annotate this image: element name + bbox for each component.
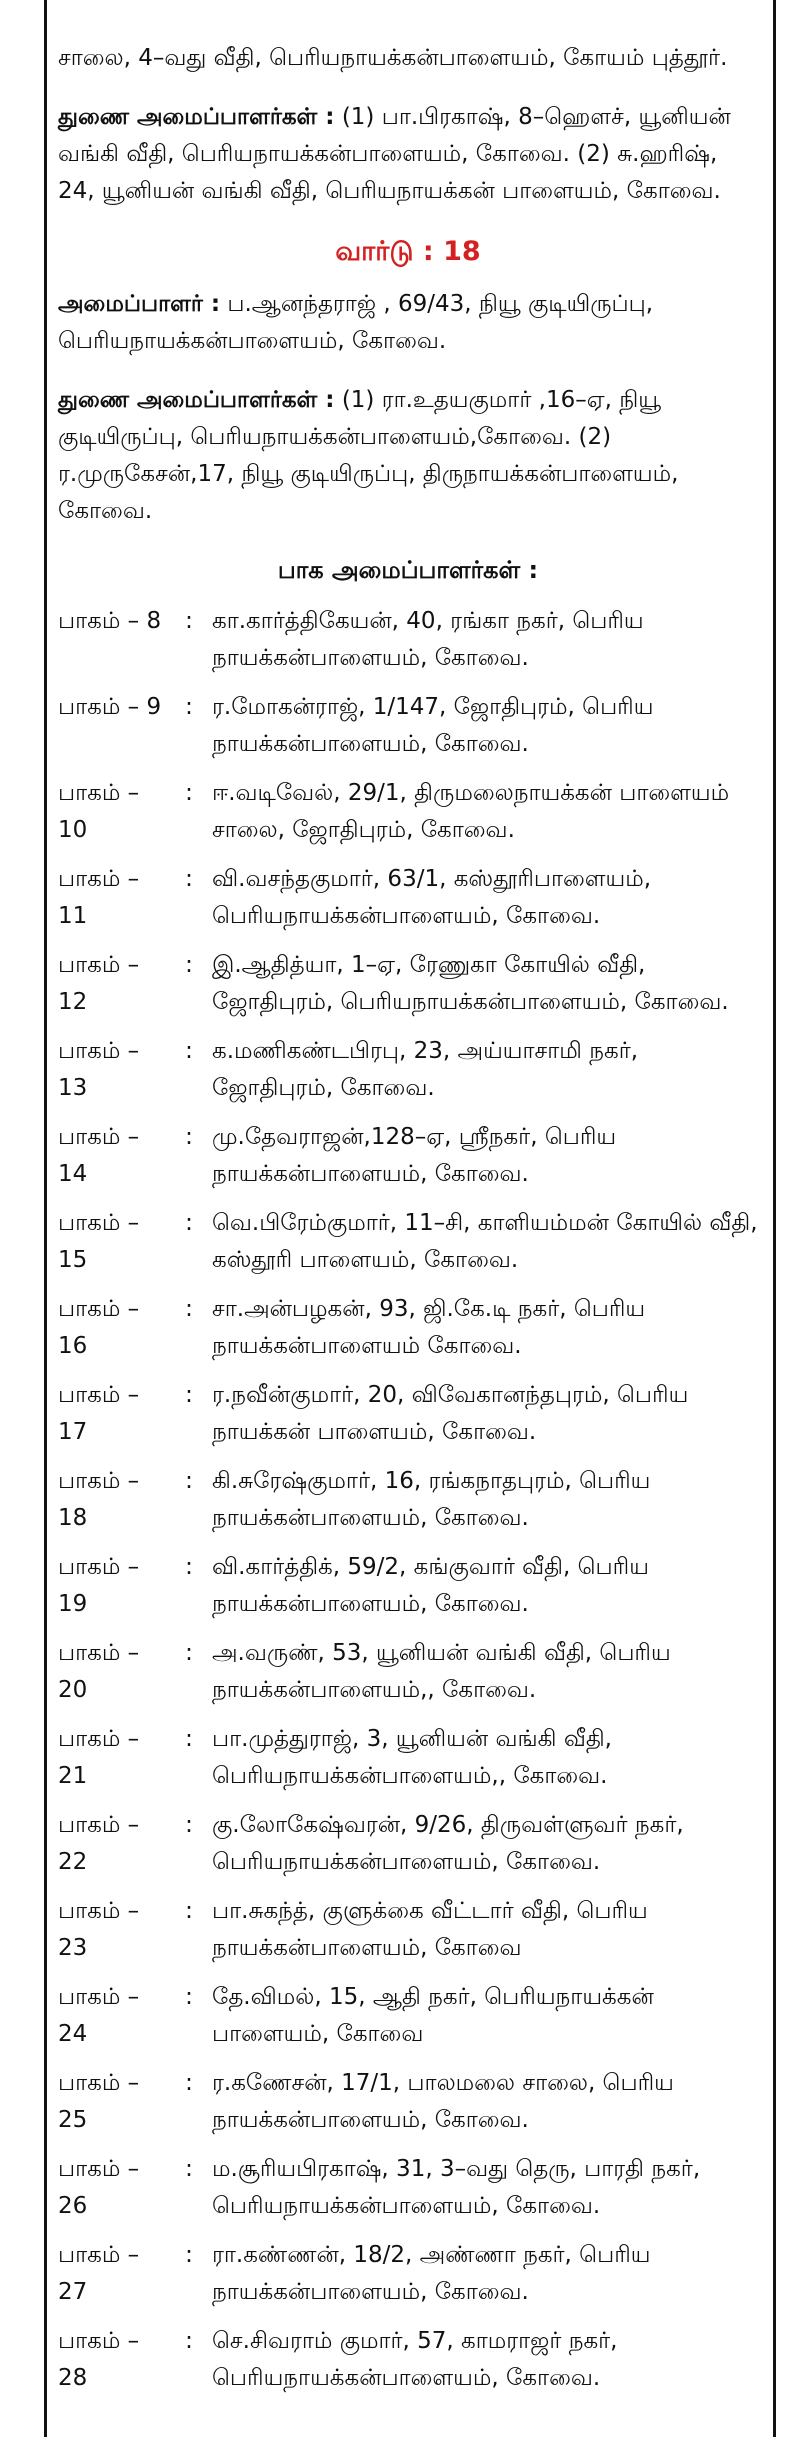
booth-organizer-text: பா.சுகந்த், குளுக்கை வீட்டார் வீதி, பெரிய நாயக்கன்பாளையம், கோவை xyxy=(212,1898,648,1961)
booth-organizer-text: வி.கார்த்திக், 59/2, கங்குவார் வீதி, பெரிய நாயக்கன்பாளையம், கோவை. xyxy=(212,1554,649,1617)
colon-separator: : xyxy=(185,2070,193,2096)
deputy-text-1: (1) பா.பிரகாஷ், 8–ஹௌச், யூனியன் வங்கி வீதி, பெரியநாயக்கன்பாளையம், கோவை. (2) சு.ஹரிஷ், 24, யூனியன் வங்கி வீதி, பெரியநாயக்கன் பாளையம், கோவை. xyxy=(58,104,731,204)
booth-label: பாகம் – 12 xyxy=(58,952,140,1015)
list-item xyxy=(58,2151,758,2225)
list-item xyxy=(58,1635,758,1709)
booth-organizer-text: மு.தேவராஜன்,128–ஏ, ஸ்ரீநகர், பெரிய நாயக்கன்பாளையம், கோவை. xyxy=(212,1124,617,1187)
booth-label: பாகம் – 27 xyxy=(58,2242,140,2305)
booth-organizer-text: வெ.பிரேம்குமார், 11–சி, காளியம்மன் கோயில் வீதி, கஸ்தூரி பாளையம், கோவை. xyxy=(212,1210,758,1273)
colon-separator: : xyxy=(185,1898,193,1924)
colon-separator: : xyxy=(185,2156,193,2182)
list-item xyxy=(58,1033,758,1107)
colon-separator: : xyxy=(185,1210,193,1236)
booth-organizer-text: தே.விமல், 15, ஆதி நகர், பெரியநாயக்கன் பாளையம், கோவை xyxy=(212,1984,654,2047)
deputy-organizers-paragraph-2 xyxy=(58,382,758,530)
colon-separator: : xyxy=(185,608,193,634)
booth-label: பாகம் – 26 xyxy=(58,2156,140,2219)
booth-label: பாகம் – 21 xyxy=(58,1726,140,1789)
booth-label: பாகம் – 20 xyxy=(58,1640,140,1703)
booth-label: பாகம் – 14 xyxy=(58,1124,140,1187)
list-item xyxy=(58,947,758,1021)
list-item xyxy=(58,1721,758,1795)
booth-organizer-text: அ.வருண், 53, யூனியன் வங்கி வீதி, பெரிய நாயக்கன்பாளையம்,, கோவை. xyxy=(212,1640,671,1703)
list-item xyxy=(58,1807,758,1881)
colon-separator: : xyxy=(185,1382,193,1408)
article-body xyxy=(58,40,758,2409)
deputy-label-1: துணை அமைப்பாளர்கள் : xyxy=(58,104,335,130)
organizer-paragraph xyxy=(58,286,758,360)
organizer-label: அமைப்பாளர் : xyxy=(58,291,221,317)
booth-label: பாகம் – 13 xyxy=(58,1038,140,1101)
list-item xyxy=(58,1893,758,1967)
booth-label: பாகம் – 22 xyxy=(58,1812,140,1875)
booth-label: பாகம் – 25 xyxy=(58,2070,140,2133)
booth-organizer-text: ஈ.வடிவேல், 29/1, திருமலைநாயக்கன் பாளையம் சாலை, ஜோதிபுரம், கோவை. xyxy=(212,780,730,843)
booth-label: பாகம் – 10 xyxy=(58,780,140,843)
section-title: பாக அமைப்பாளர்கள் : xyxy=(277,556,539,584)
booth-organizer-text: கு.லோகேஷ்வரன், 9/26, திருவள்ளுவர் நகர், பெரியநாயக்கன்பாளையம், கோவை. xyxy=(212,1812,684,1875)
booth-organizer-list xyxy=(58,603,758,2397)
booth-organizer-text: பா.முத்துராஜ், 3, யூனியன் வங்கி வீதி, பெரியநாயக்கன்பாளையம்,, கோவை. xyxy=(212,1726,612,1789)
booth-label: பாகம் – 16 xyxy=(58,1296,140,1359)
booth-organizer-text: செ.சிவராம் குமார், 57, காமராஜர் நகர், பெரியநாயக்கன்பாளையம், கோவை. xyxy=(212,2328,618,2391)
colon-separator: : xyxy=(185,1296,193,1322)
booth-label: பாகம் – 15 xyxy=(58,1210,140,1273)
organizer-text: ப.ஆனந்தராஜ் , 69/43, நியூ குடியிருப்பு, பெரியநாயக்கன்பாளையம், கோவை. xyxy=(58,291,654,354)
deputy-organizers-paragraph-1 xyxy=(58,99,758,210)
booth-organizer-text: ர.மோகன்ராஜ், 1/147, ஜோதிபுரம், பெரிய நாயக்கன்பாளையம், கோவை. xyxy=(212,694,654,757)
booth-organizer-text: ர.கணேசன், 17/1, பாலமலை சாலை, பெரிய நாயக்கன்பாளையம், கோவை. xyxy=(212,2070,674,2133)
list-item xyxy=(58,1549,758,1623)
booth-organizer-text: ர.நவீன்குமார், 20, விவேகானந்தபுரம், பெரிய நாயக்கன் பாளையம், கோவை. xyxy=(212,1382,689,1445)
booth-organizer-text: க.மணிகண்டபிரபு, 23, அய்யாசாமி நகர், ஜோதிபுரம், கோவை. xyxy=(212,1038,639,1101)
booth-label: பாகம் – 8 xyxy=(58,608,162,634)
booth-label: பாகம் – 17 xyxy=(58,1382,140,1445)
booth-organizer-text: இ.ஆதித்யா, 1–ஏ, ரேணுகா கோயில் வீதி, ஜோதிபுரம், பெரியநாயக்கன்பாளையம், கோவை. xyxy=(212,952,729,1015)
list-item xyxy=(58,775,758,849)
booth-label: பாகம் – 24 xyxy=(58,1984,140,2047)
list-item xyxy=(58,1205,758,1279)
right-border-rule xyxy=(773,0,776,2437)
colon-separator: : xyxy=(185,1640,193,1666)
list-item xyxy=(58,603,758,677)
list-item xyxy=(58,2323,758,2397)
list-item xyxy=(58,689,758,763)
colon-separator: : xyxy=(185,952,193,978)
list-item xyxy=(58,2065,758,2139)
colon-separator: : xyxy=(185,780,193,806)
list-item xyxy=(58,861,758,935)
colon-separator: : xyxy=(185,2242,193,2268)
colon-separator: : xyxy=(185,1038,193,1064)
colon-separator: : xyxy=(185,1812,193,1838)
booth-organizer-text: சா.அன்பழகன், 93, ஜி.கே.டி நகர், பெரிய நாயக்கன்பாளையம் கோவை. xyxy=(212,1296,646,1359)
booth-label: பாகம் – 18 xyxy=(58,1468,140,1531)
intro-paragraph: சாலை, 4–வது வீதி, பெரியநாயக்கன்பாளையம், கோயம் புத்தூர். xyxy=(58,45,728,71)
colon-separator: : xyxy=(185,1984,193,2010)
left-border-rule xyxy=(44,0,47,2437)
colon-separator: : xyxy=(185,1554,193,1580)
booth-label: பாகம் – 11 xyxy=(58,866,140,929)
deputy-label-2: துணை அமைப்பாளர்கள் : xyxy=(58,387,335,413)
colon-separator: : xyxy=(185,694,193,720)
list-item xyxy=(58,1291,758,1365)
booth-label: பாகம் – 23 xyxy=(58,1898,140,1961)
list-item xyxy=(58,1377,758,1451)
colon-separator: : xyxy=(185,2328,193,2354)
list-item xyxy=(58,1463,758,1537)
colon-separator: : xyxy=(185,1124,193,1150)
booth-organizer-text: கி.சுரேஷ்குமார், 16, ரங்கநாதபுரம், பெரிய நாயக்கன்பாளையம், கோவை. xyxy=(212,1468,651,1531)
ward-title: வார்டு : 18 xyxy=(335,236,481,267)
booth-label: பாகம் – 19 xyxy=(58,1554,140,1617)
list-item xyxy=(58,1979,758,2053)
colon-separator: : xyxy=(185,866,193,892)
list-item xyxy=(58,2237,758,2311)
list-item xyxy=(58,1119,758,1193)
booth-organizer-text: ம.சூரியபிரகாஷ், 31, 3–வது தெரு, பாரதி நகர், பெரியநாயக்கன்பாளையம், கோவை. xyxy=(212,2156,701,2219)
booth-organizer-text: கா.கார்த்திகேயன், 40, ரங்கா நகர், பெரிய நாயக்கன்பாளையம், கோவை. xyxy=(212,608,644,671)
booth-label: பாகம் – 28 xyxy=(58,2328,140,2391)
colon-separator: : xyxy=(185,1468,193,1494)
deputy-text-2: (1) ரா.உதயகுமார் ,16–ஏ, நியூ குடியிருப்பு, பெரியநாயக்கன்பாளையம்,கோவை. (2) ர.முருகேசன்,17, நியூ குடியிருப்பு, திருநாயக்கன்பாளையம், கோவை. xyxy=(58,387,679,524)
booth-organizer-text: ரா.கண்ணன், 18/2, அண்ணா நகர், பெரிய நாயக்கன்பாளையம், கோவை. xyxy=(212,2242,651,2305)
colon-separator: : xyxy=(185,1726,193,1752)
booth-label: பாகம் – 9 xyxy=(58,694,162,720)
booth-organizer-text: வி.வசந்தகுமார், 63/1, கஸ்தூரிபாளையம், பெரியநாயக்கன்பாளையம், கோவை. xyxy=(212,866,652,929)
